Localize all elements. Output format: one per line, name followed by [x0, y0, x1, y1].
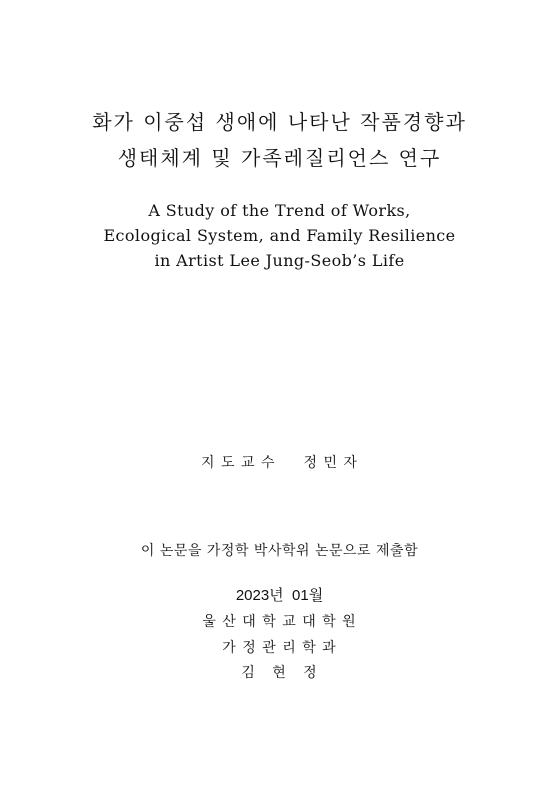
korean-title-line-2: 생태체계 및 가족레질리언스 연구	[117, 146, 442, 170]
english-title-line-2: Ecological System, and Family Resilience	[103, 226, 456, 245]
advisor-label: 지 도 교 수	[201, 455, 276, 471]
english-title-line-1: A Study of the Trend of Works,	[148, 201, 411, 220]
advisor-line	[0, 452, 559, 472]
author-name: 김 현 정	[241, 665, 318, 681]
english-title-line-3: in Artist Lee Jung-Seob’s Life	[154, 251, 405, 270]
submission-date: 2023년 01월	[235, 587, 324, 604]
advisor-name: 정 민 자	[303, 455, 358, 471]
korean-title-line-1: 화가 이중섭 생애에 나타난 작품경향과	[92, 110, 467, 134]
department-name: 가 정 관 리 학 과	[222, 640, 337, 656]
submission-statement: 이 논문을 가정학 박사학위 논문으로 제출함	[140, 543, 419, 559]
university-name: 울 산 대 학 교 대 학 원	[202, 614, 357, 630]
